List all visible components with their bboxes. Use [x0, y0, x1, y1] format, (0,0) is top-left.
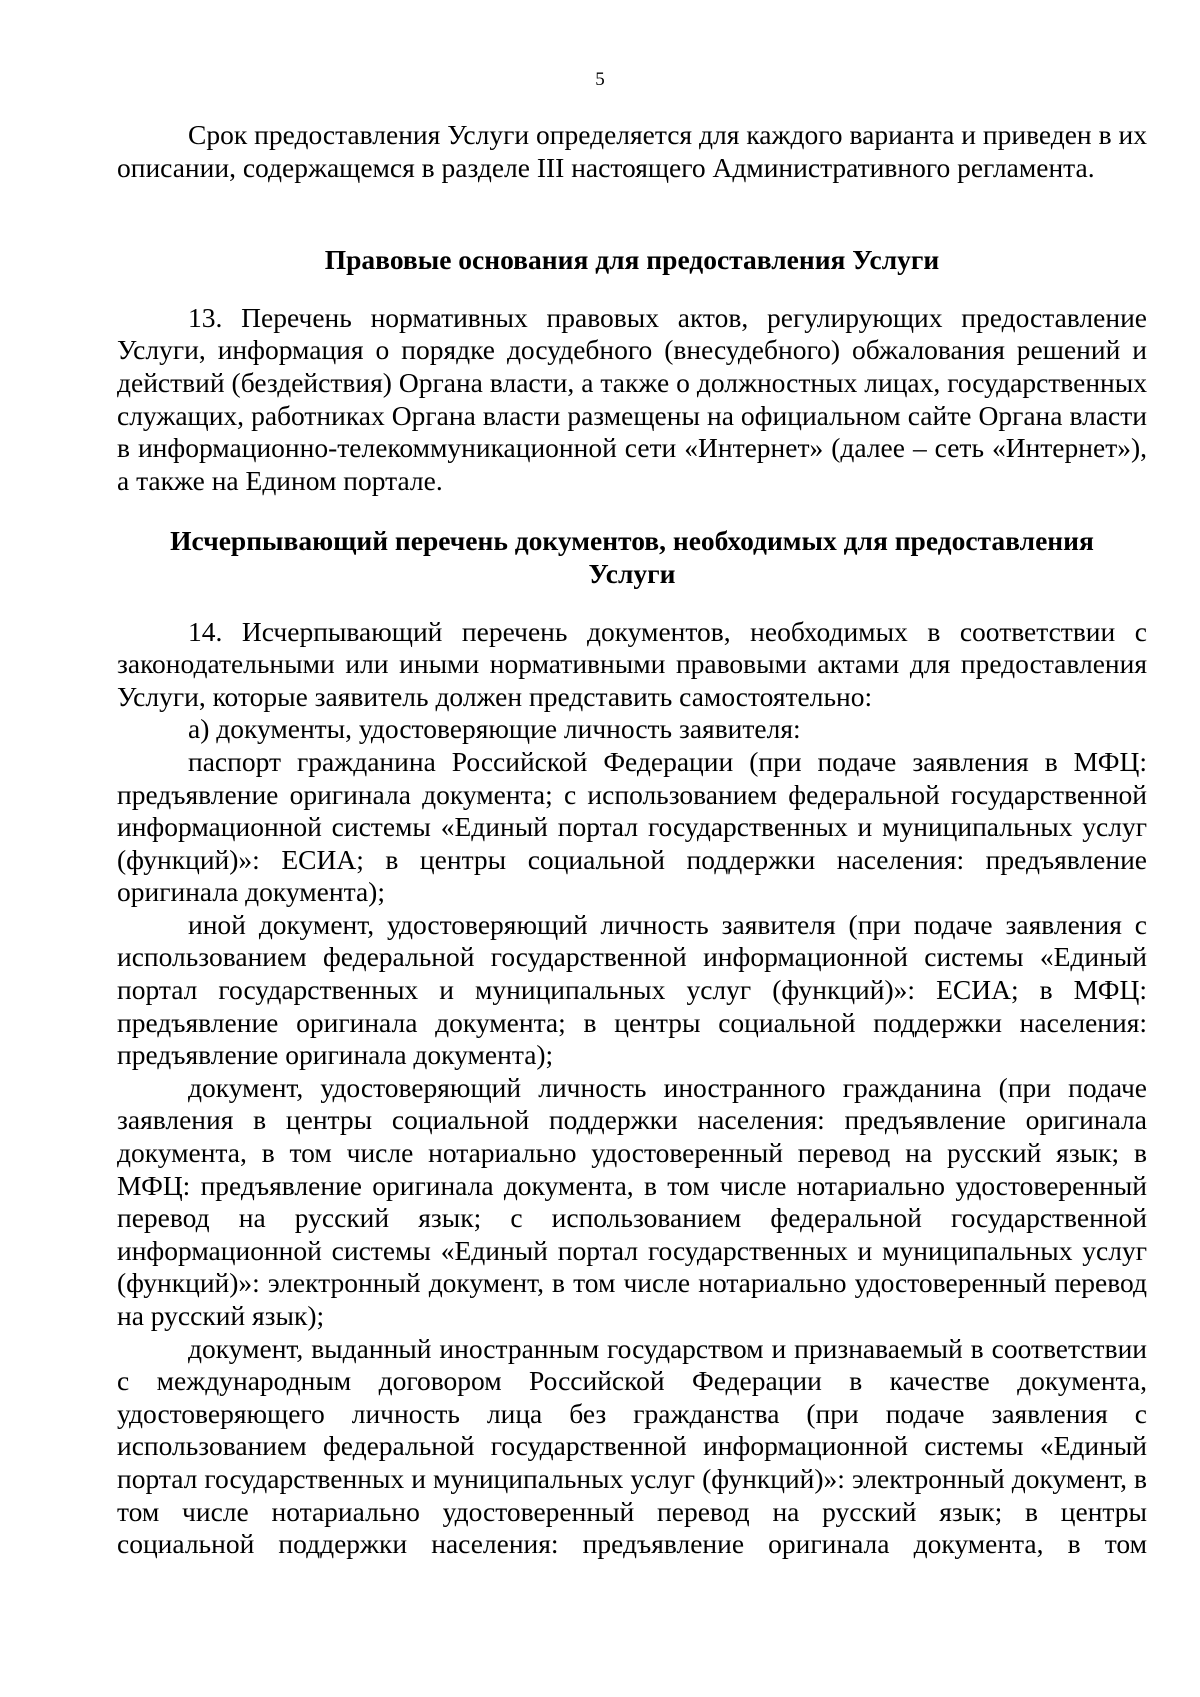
paragraph-14: 14. Исчерпывающий перечень документов, необходимых в соответствии с законодательными или иными нормативными правовыми актами для предоставления Услуги, которые заявитель должен представить самостоятельно:: [117, 615, 1147, 712]
paragraph-14a: а) документы, удостоверяющие личность заявителя:: [188, 713, 801, 745]
paragraph-other-id: иной документ, удостоверяющий личность заявителя (при подаче заявления с использованием федеральной государственной информационной системы «Единый портал государственных и муниципальных услуг (функций)»: ЕСИА; в МФЦ: предъявление оригинала документа; в центры социальной поддержки населения: предъявление оригинала документа);: [117, 908, 1147, 1071]
heading-documents-list: Исчерпывающий перечень документов, необходимых для предоставления Услуги: [170, 525, 1094, 589]
paragraph-stateless-id: документ, выданный иностранным государством и признаваемый в соответствии с международным договором Российской Федерации в качестве документа, удостоверяющего личность лица без гражданства (при подаче заявления с использованием федеральной государственной информационной системы «Единый портал государственных и муниципальных услуг (функций)»: электронный документ, в том числе нотариально удостоверенный перевод на русский язык; в центры социальной поддержки населения: предъявление оригинала документа, в том: [117, 1332, 1147, 1560]
paragraph-13: 13. Перечень нормативных правовых актов, регулирующих предоставление Услуги, информация о порядке досудебного (внесудебного) обжалования решений и действий (бездействия) Органа власти, а также о должностных лицах, государственных служащих, работниках Органа власти размещены на официальном сайте Органа власти в информационно-телекоммуникационной сети «Интернет» (далее – сеть «Интернет»), а также на Едином портале.: [117, 301, 1147, 496]
paragraph-foreign-citizen-id: документ, удостоверяющий личность иностранного гражданина (при подаче заявления в центры социальной поддержки населения: предъявление оригинала документа, в том числе нотариально удостоверенный перевод на русский язык; в МФЦ: предъявление оригинала документа, в том числе нотариально удостоверенный перевод на русский язык; с использованием федеральной государственной информационной системы «Единый портал государственных и муниципальных услуг (функций)»: электронный документ, в том числе нотариально удостоверенный перевод на русский язык);: [117, 1071, 1147, 1331]
heading-legal-basis: Правовые основания для предоставления Услуги: [324, 244, 940, 276]
paragraph-passport: паспорт гражданина Российской Федерации (при подаче заявления в МФЦ: предъявление оригинала документа; с использованием федеральной государственной информационной системы «Единый портал государственных и муниципальных услуг (функций)»: ЕСИА; в центры социальной поддержки населения: предъявление оригинала документа);: [117, 745, 1147, 908]
paragraph-service-term: Срок предоставления Услуги определяется для каждого варианта и приведен в их описании, содержащемся в разделе III настоящего Административного регламента.: [117, 119, 1147, 183]
page-number: 5: [595, 69, 605, 90]
document-body: [117, 119, 1147, 1561]
